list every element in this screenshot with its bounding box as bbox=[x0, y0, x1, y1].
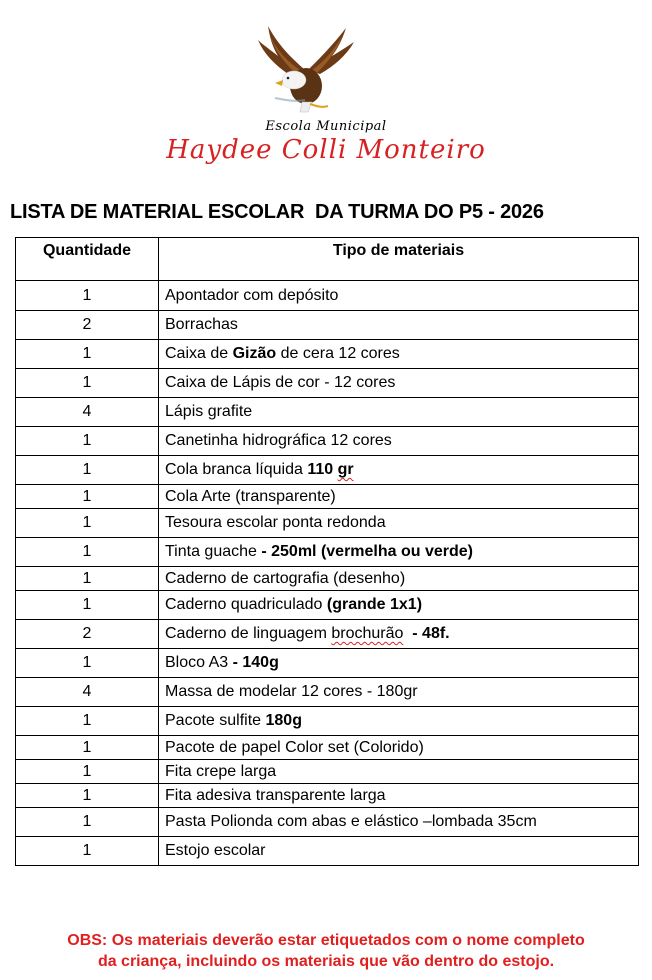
table-row bbox=[16, 736, 639, 760]
table-row bbox=[16, 427, 639, 456]
material-text: Fita adesiva transparente larga bbox=[165, 786, 386, 804]
material-text: Caderno de linguagem bbox=[165, 625, 332, 642]
material-text: Tinta guache bbox=[165, 543, 262, 560]
material-cell bbox=[159, 760, 639, 784]
material-text: Borrachas bbox=[165, 316, 238, 333]
observation-note bbox=[0, 930, 652, 972]
material-text: Massa de modelar 12 cores - 180gr bbox=[165, 683, 418, 700]
material-cell bbox=[159, 837, 639, 866]
quantity-cell: 1 bbox=[16, 456, 159, 485]
quantity-cell: 1 bbox=[16, 281, 159, 311]
material-cell bbox=[159, 620, 639, 649]
material-text: (grande 1x1) bbox=[326, 596, 423, 613]
table-row bbox=[16, 369, 639, 398]
material-text: Pacote sulfite bbox=[165, 712, 266, 729]
quantity-cell: 1 bbox=[16, 485, 159, 509]
table-row bbox=[16, 620, 639, 649]
table-row bbox=[16, 591, 639, 620]
table-row bbox=[16, 567, 639, 591]
quantity-cell: 1 bbox=[16, 538, 159, 567]
table-header-row bbox=[16, 238, 639, 281]
material-cell bbox=[159, 538, 639, 567]
material-cell bbox=[159, 281, 639, 311]
quantity-cell: 1 bbox=[16, 427, 159, 456]
quantity-cell: 1 bbox=[16, 591, 159, 620]
quantity-cell: 4 bbox=[16, 678, 159, 707]
material-text: Lápis grafite bbox=[165, 403, 253, 420]
quantity-cell: 1 bbox=[16, 509, 159, 538]
material-cell bbox=[159, 736, 639, 760]
quantity-cell: 2 bbox=[16, 311, 159, 340]
material-text: Caixa de Lápis de cor - 12 cores bbox=[165, 374, 396, 391]
material-cell bbox=[159, 427, 639, 456]
observation-line-2: da criança, incluindo os materiais que vão dentro do estojo. bbox=[97, 953, 555, 970]
table-row bbox=[16, 398, 639, 427]
quantity-cell: 1 bbox=[16, 340, 159, 369]
table-row bbox=[16, 784, 639, 808]
eagle-icon bbox=[250, 18, 360, 114]
material-cell bbox=[159, 784, 639, 808]
material-cell bbox=[159, 591, 639, 620]
table-row bbox=[16, 678, 639, 707]
material-cell bbox=[159, 509, 639, 538]
observation-line-1: OBS: Os materiais deverão estar etiquetados com o nome completo bbox=[67, 932, 585, 949]
quantity-cell: 4 bbox=[16, 398, 159, 427]
quantity-cell: 1 bbox=[16, 808, 159, 837]
material-text: brochurão bbox=[331, 625, 404, 642]
table-row bbox=[16, 707, 639, 736]
material-text: Caderno de cartografia (desenho) bbox=[165, 569, 406, 587]
material-cell bbox=[159, 808, 639, 837]
material-cell bbox=[159, 485, 639, 509]
table-row bbox=[16, 281, 639, 311]
material-cell bbox=[159, 456, 639, 485]
material-text: - 140g bbox=[232, 654, 279, 671]
table-row bbox=[16, 760, 639, 784]
material-cell bbox=[159, 398, 639, 427]
material-cell bbox=[159, 311, 639, 340]
school-name: Haydee Colli Monteiro bbox=[166, 135, 486, 165]
school-label: Escola Municipal bbox=[265, 119, 387, 134]
material-text: Cola branca líquida bbox=[165, 461, 308, 478]
column-header-material-type: Tipo de materiais bbox=[159, 238, 639, 281]
material-text: Apontador com depósito bbox=[165, 286, 339, 304]
table-row bbox=[16, 456, 639, 485]
quantity-cell: 1 bbox=[16, 760, 159, 784]
material-text: de cera 12 cores bbox=[276, 345, 400, 362]
quantity-cell: 1 bbox=[16, 649, 159, 678]
page-title: LISTA DE MATERIAL ESCOLAR DA TURMA DO P5 - 2026 bbox=[10, 201, 544, 223]
table-row bbox=[16, 311, 639, 340]
column-header-quantity: Quantidade bbox=[16, 238, 159, 281]
material-cell bbox=[159, 567, 639, 591]
table-row bbox=[16, 538, 639, 567]
table-row bbox=[16, 649, 639, 678]
table-row bbox=[16, 837, 639, 866]
quantity-cell: 1 bbox=[16, 369, 159, 398]
quantity-cell: 1 bbox=[16, 736, 159, 760]
material-text: Caixa de bbox=[165, 345, 233, 362]
material-cell bbox=[159, 649, 639, 678]
quantity-cell: 1 bbox=[16, 837, 159, 866]
material-text: Pasta Polionda com abas e elástico –lombada 35cm bbox=[165, 813, 537, 830]
material-text: gr bbox=[337, 461, 354, 478]
material-cell bbox=[159, 340, 639, 369]
material-text: Caderno quadriculado bbox=[165, 596, 327, 613]
material-text: 110 bbox=[307, 461, 338, 478]
material-text: Cola Arte (transparente) bbox=[165, 487, 336, 505]
table-row bbox=[16, 808, 639, 837]
material-text: Pacote de papel Color set (Colorido) bbox=[165, 738, 424, 756]
material-cell bbox=[159, 369, 639, 398]
material-text: Fita crepe larga bbox=[165, 762, 277, 780]
material-text: Gizão bbox=[232, 345, 277, 362]
quantity-cell: 1 bbox=[16, 784, 159, 808]
quantity-cell: 1 bbox=[16, 707, 159, 736]
material-text: Canetinha hidrográfica 12 cores bbox=[165, 432, 392, 449]
material-cell bbox=[159, 707, 639, 736]
material-text: Estojo escolar bbox=[165, 842, 266, 859]
materials-table bbox=[15, 237, 639, 866]
table-row bbox=[16, 485, 639, 509]
quantity-cell: 1 bbox=[16, 567, 159, 591]
material-text: - 48f. bbox=[403, 625, 450, 642]
table-row bbox=[16, 509, 639, 538]
material-text: 180g bbox=[265, 712, 302, 729]
material-text: Bloco A3 bbox=[165, 654, 233, 671]
material-text: - 250ml (vermelha ou verde) bbox=[261, 543, 473, 560]
quantity-cell: 2 bbox=[16, 620, 159, 649]
material-cell bbox=[159, 678, 639, 707]
table-row bbox=[16, 340, 639, 369]
material-text: Tesoura escolar ponta redonda bbox=[165, 514, 386, 531]
